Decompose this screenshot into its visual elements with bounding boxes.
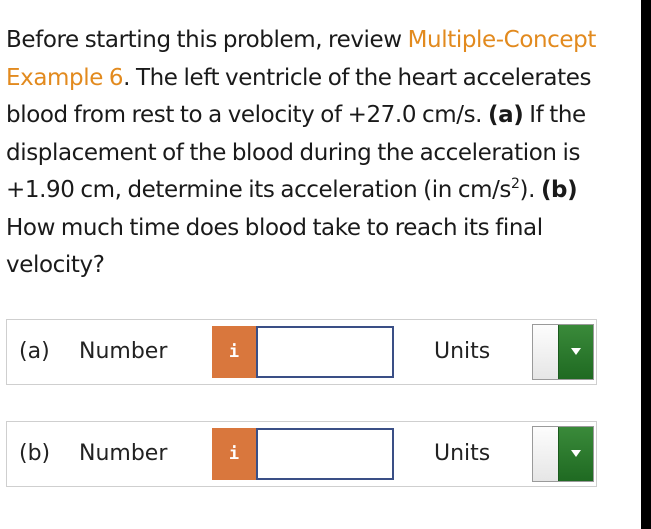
problem-statement [6,22,606,285]
part-a-tag: (a) [487,102,524,128]
problem-text-2: If the displacement of the blood during the acceleration is +1.90 cm, determine its acceleration (in cm/s [6,102,586,203]
problem-text-4: How much time does blood take to reach its final velocity? [6,214,543,278]
units-select-a[interactable] [532,324,594,380]
part-label: (b) [19,441,51,466]
info-icon[interactable]: i [212,428,256,480]
chevron-down-icon [571,348,581,355]
problem-text-3: ). [519,177,541,203]
units-selected-value [535,325,555,379]
right-edge-bar [641,0,651,529]
dropdown-button[interactable] [558,427,593,481]
chevron-down-icon [571,450,581,457]
dropdown-button[interactable] [558,325,593,379]
multiple-concept-example-link[interactable]: Multiple-Concept Example 6 [6,27,596,91]
units-selected-value [535,427,555,481]
info-icon[interactable]: i [212,326,256,378]
units-select-b[interactable] [532,426,594,482]
part-label: (a) [19,339,50,364]
answer-row-b [6,421,597,487]
problem-intro: Before starting this problem, review [6,27,408,53]
part-b-tag: (b) [540,177,578,203]
units-label: Units [434,441,491,466]
answer-row-a [6,319,597,385]
problem-text-1: . The left ventricle of the heart accelerates blood from rest to a velocity of +27.0 cm/s. [6,64,592,128]
number-label: Number [79,339,168,364]
number-input-b[interactable] [256,428,394,480]
units-label: Units [434,339,491,364]
number-input-a[interactable] [256,326,394,378]
number-label: Number [79,441,168,466]
units-superscript: 2 [511,176,520,192]
